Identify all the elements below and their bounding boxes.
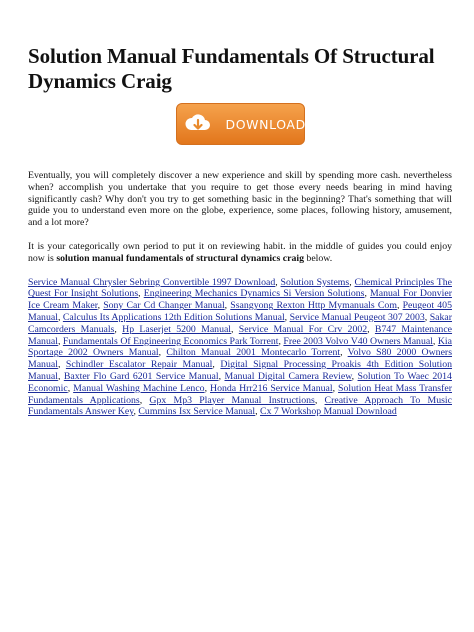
related-link[interactable]: Service Manual Chrysler Sebring Convertible 1997 Download	[28, 276, 276, 288]
link-separator: ,	[424, 311, 430, 323]
link-separator: ,	[275, 276, 281, 288]
related-link[interactable]: Engineering Mechanics Dynamics Si Version Solutions	[143, 288, 365, 300]
download-area	[28, 103, 452, 145]
link-separator: ,	[255, 406, 261, 418]
link-separator: ,	[57, 359, 66, 371]
reading-text-before: It is your categorically own period to put it on reviewing habit. in the middle of guides you could enjoy now is	[28, 240, 452, 264]
related-link[interactable]: Fundamentals Of Engineering Economics Park Torrent	[62, 335, 279, 347]
link-separator: ,	[231, 323, 239, 335]
link-separator: ,	[138, 288, 144, 300]
related-link[interactable]: Kia Sportage 2002 Owners Manual	[28, 335, 453, 359]
related-link[interactable]: Manual Digital Camera Review	[224, 370, 352, 382]
related-link[interactable]: Service Manual Peugeot 307 2003	[289, 311, 425, 323]
related-link[interactable]: Schindler Escalator Repair Manual	[65, 359, 213, 371]
related-link[interactable]: Manual For Donvier Ice Cream Maker	[28, 288, 452, 312]
link-separator: ,	[212, 359, 221, 371]
link-separator: ,	[114, 323, 123, 335]
link-separator: ,	[57, 311, 63, 323]
link-separator: ,	[284, 311, 290, 323]
link-separator: ,	[97, 300, 104, 312]
related-links	[28, 277, 452, 419]
link-separator: ,	[139, 394, 150, 406]
link-separator: ,	[278, 335, 284, 347]
reading-bold-title: solution manual fundamentals of structural dynamics craig	[56, 252, 304, 264]
link-separator: ,	[332, 382, 339, 394]
related-link[interactable]: Hp Laserjet 5200 Manual	[122, 323, 232, 335]
related-link[interactable]: Solution To Waec 2014 Economic	[28, 370, 452, 394]
link-separator: ,	[314, 394, 325, 406]
related-link[interactable]: Sakar Camcorders Manuals	[28, 311, 453, 335]
link-separator: ,	[133, 406, 139, 418]
related-link[interactable]: Sony Car Cd Changer Manual	[103, 300, 225, 312]
related-link[interactable]: Digital Signal Processing Proakis 4th Edition Solution Manual	[28, 359, 453, 382]
related-link[interactable]: Solution Systems	[280, 276, 350, 288]
related-link[interactable]: Cx 7 Workshop Manual Download	[260, 406, 397, 418]
link-separator: ,	[349, 276, 355, 288]
related-link[interactable]: Cummins Isx Service Manual	[138, 406, 256, 418]
link-separator: ,	[218, 370, 225, 382]
related-link[interactable]: Peugeot 405 Manual	[28, 300, 452, 323]
related-link[interactable]: Free 2003 Volvo V40 Owners Manual	[283, 335, 433, 347]
link-separator: ,	[364, 288, 371, 300]
download-label: DOWNLOAD	[225, 116, 306, 132]
link-separator: ,	[57, 335, 63, 347]
link-separator: ,	[432, 335, 438, 347]
related-link[interactable]: Volvo S80 2000 Owners Manual	[28, 347, 453, 371]
intro-paragraph: Eventually, you will completely discover a new experience and skill by spending more cash. nevertheless when? accomplish you undertake that you require to get those every needs bearing in mind having significantly cash? Why don't you try to get something basic in the beginning? That's something that will guide you to understand even more on the globe, experience, some places, following history, amusement, and a lot more?	[28, 170, 452, 229]
reading-text-after: below.	[303, 252, 333, 264]
related-link[interactable]: Honda Hrr216 Service Manual	[210, 382, 333, 394]
related-link[interactable]: B747 Maintenance Manual	[28, 323, 453, 347]
related-link[interactable]: Service Manual For Crv 2002	[238, 323, 368, 335]
related-link[interactable]: Ssangyong Rexton Http Mymanuals Com	[230, 300, 397, 312]
link-separator: ,	[367, 323, 375, 335]
link-separator: ,	[57, 370, 64, 382]
page-title: Solution Manual Fundamentals Of Structural Dynamics Craig	[28, 44, 435, 93]
link-separator: ,	[224, 300, 231, 312]
link-separator: ,	[67, 382, 74, 394]
link-separator: ,	[396, 300, 403, 312]
link-separator: ,	[340, 347, 348, 359]
link-separator: ,	[204, 382, 210, 394]
related-link[interactable]: Gpx Mp3 Player Manual Instructions	[149, 394, 315, 406]
link-separator: ,	[158, 347, 167, 359]
related-link[interactable]: Chilton Manual 2001 Montecarlo Torrent	[166, 347, 341, 359]
related-link[interactable]: Calculus Its Applications 12th Edition Solutions Manual	[62, 311, 285, 323]
related-link[interactable]: Creative Approach To Music Fundamentals Answer Key	[28, 394, 452, 418]
related-link[interactable]: Baxter Flo Gard 6201 Service Manual	[63, 370, 219, 382]
download-button[interactable]	[176, 103, 305, 145]
reading-paragraph	[28, 241, 452, 265]
related-link[interactable]: Solution Heat Mass Transfer Fundamentals Applications	[28, 382, 452, 406]
link-separator: ,	[351, 370, 358, 382]
related-link[interactable]: Manual Washing Machine Lenco	[73, 382, 205, 394]
related-link[interactable]: Chemical Principles The Quest For Insight Solutions	[28, 276, 452, 300]
cloud-download-icon	[183, 109, 213, 139]
